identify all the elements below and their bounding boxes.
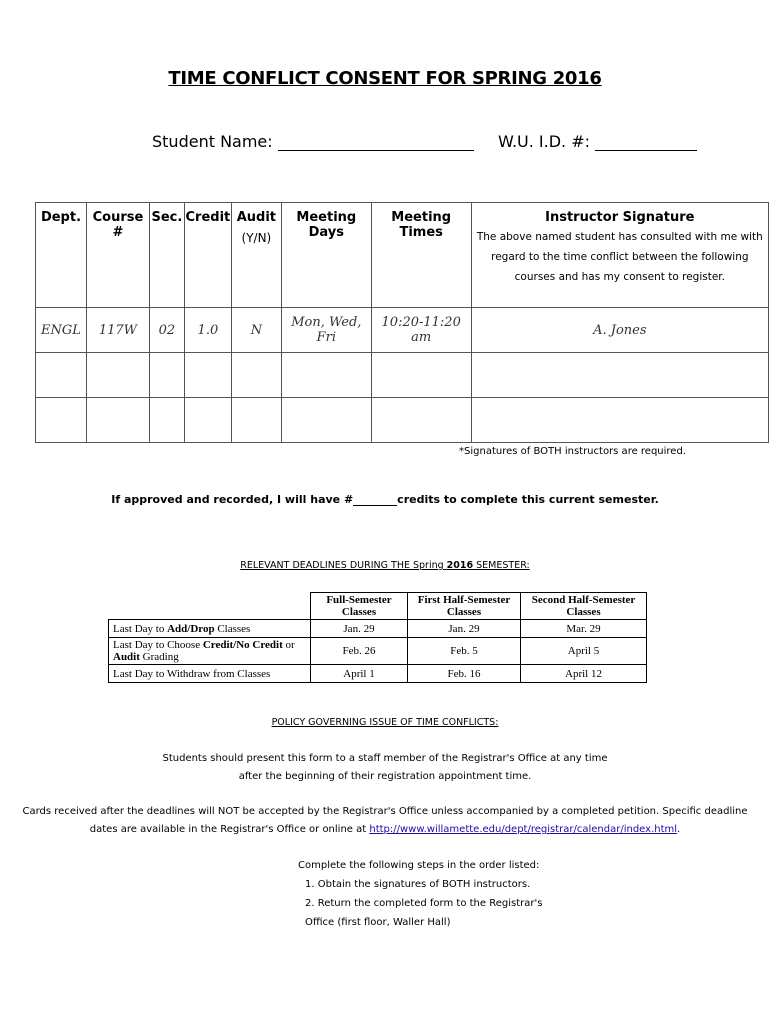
cell-first: Feb. 16	[408, 665, 521, 683]
header-dept: Dept.	[36, 203, 87, 308]
student-id-label: W.U. I.D. #:	[497, 132, 590, 151]
cell-instructor-signature[interactable]	[471, 353, 768, 398]
cell-first: Jan. 29	[408, 620, 521, 638]
cell-second: April 12	[521, 665, 647, 683]
cell-meeting-days[interactable]	[281, 398, 371, 443]
label-part: Last Day to Choose	[113, 639, 203, 651]
policy-p1-line1: Students should present this form to a staff member of the Registrar's Office at any time	[162, 753, 608, 764]
signature-note: *Signatures of BOTH instructors are required.	[459, 446, 686, 457]
cell-sec[interactable]	[149, 398, 184, 443]
label-part: Grading	[139, 651, 179, 663]
steps-intro: Complete the following steps in the order listed:	[298, 860, 540, 871]
cell-sec[interactable]	[149, 353, 184, 398]
table-row	[36, 353, 769, 398]
registrar-calendar-link[interactable]: http://www.willamette.edu/dept/registrar/calendar/index.html	[369, 824, 678, 835]
policy-p2-line2	[0, 821, 770, 839]
steps-block	[0, 856, 770, 932]
header-signature-label: Instructor Signature	[545, 210, 695, 225]
deadlines-heading-post: SEMESTER:	[473, 560, 530, 571]
policy-p2-line1: Cards received after the deadlines will NOT be accepted by the Registrar's Office unless accompanied by a completed petition. Specific deadline	[22, 806, 748, 817]
approval-line	[0, 493, 770, 506]
cell-full: Jan. 29	[311, 620, 408, 638]
header-meeting-times: Meeting Times	[371, 203, 471, 308]
row-label-withdraw: Last Day to Withdraw from Classes	[109, 665, 311, 683]
student-name-label: Student Name:	[152, 132, 273, 151]
table-row	[109, 638, 647, 665]
deadlines-heading	[0, 560, 770, 571]
table-row	[109, 620, 647, 638]
cell-full: April 1	[311, 665, 408, 683]
deadlines-corner	[109, 593, 311, 620]
label-part: or	[282, 639, 295, 651]
row-label-grading	[109, 638, 311, 665]
table-header-row	[36, 203, 769, 308]
label-part-bold: Audit	[113, 651, 140, 663]
deadlines-header-row	[109, 593, 647, 620]
cell-second: April 5	[521, 638, 647, 665]
deadlines-heading-pre: RELEVANT DEADLINES DURING THE Spring	[240, 560, 447, 571]
label-part-bold: Credit/No Credit	[202, 639, 283, 651]
cell-audit[interactable]	[231, 353, 281, 398]
row-label-add-drop	[109, 620, 311, 638]
consent-statement: The above named student has consulted with me with regard to the time conflict between the following courses and has my consent to register.	[476, 231, 763, 283]
table-row	[36, 398, 769, 443]
cell-credit[interactable]	[184, 398, 231, 443]
cell-full: Feb. 26	[311, 638, 408, 665]
deadlines-table	[108, 592, 647, 683]
cell-course[interactable]: 117W	[86, 308, 149, 353]
header-credit: Credit	[184, 203, 231, 308]
col-full-semester: Full-Semester Classes	[311, 593, 408, 620]
cell-meeting-days[interactable]: Mon, Wed, Fri	[281, 308, 371, 353]
student-id-field[interactable]	[595, 132, 697, 151]
cell-audit[interactable]	[231, 398, 281, 443]
label-part: Classes	[214, 622, 251, 635]
cell-audit[interactable]: N	[231, 308, 281, 353]
label-part-bold: Add/Drop	[167, 622, 215, 635]
policy-paragraph-2	[0, 803, 770, 839]
col-second-half: Second Half-Semester Classes	[521, 593, 647, 620]
student-name-field[interactable]	[278, 132, 474, 151]
credits-field[interactable]	[353, 493, 397, 506]
page-title: TIME CONFLICT CONSENT FOR SPRING 2016	[168, 68, 602, 89]
header-course: Course #	[86, 203, 149, 308]
deadlines-heading-year: 2016	[446, 560, 474, 571]
cell-course[interactable]	[86, 398, 149, 443]
cell-meeting-times[interactable]: 10:20-11:20 am	[371, 308, 471, 353]
header-instructor-signature	[471, 203, 768, 308]
cell-dept[interactable]	[36, 353, 87, 398]
cell-dept[interactable]: ENGL	[36, 308, 87, 353]
step-1: 1. Obtain the signatures of BOTH instructors.	[305, 879, 531, 890]
approval-text-before: If approved and recorded, I will have #	[111, 493, 354, 506]
label-part: Last Day to	[113, 622, 168, 635]
policy-p1-line2: after the beginning of their registration appointment time.	[238, 771, 532, 782]
cell-instructor-signature[interactable]	[471, 398, 768, 443]
cell-sec[interactable]: 02	[149, 308, 184, 353]
cell-credit[interactable]: 1.0	[184, 308, 231, 353]
step-2-line2: Office (first floor, Waller Hall)	[305, 917, 451, 928]
cell-credit[interactable]	[184, 353, 231, 398]
cell-meeting-times[interactable]	[371, 398, 471, 443]
table-row	[109, 665, 647, 683]
step-2-line1: 2. Return the completed form to the Registrar's	[305, 898, 543, 909]
header-sec: Sec.	[149, 203, 184, 308]
cell-instructor-signature[interactable]: A. Jones	[471, 308, 768, 353]
cell-second: Mar. 29	[521, 620, 647, 638]
cell-course[interactable]	[86, 353, 149, 398]
cell-first: Feb. 5	[408, 638, 521, 665]
policy-paragraph-1	[0, 750, 770, 786]
policy-p2-period: .	[677, 824, 681, 835]
col-first-half: First Half-Semester Classes	[408, 593, 521, 620]
cell-meeting-times[interactable]	[371, 353, 471, 398]
policy-p2-text: dates are available in the Registrar's Office or online at	[89, 824, 370, 835]
approval-text-after: credits to complete this current semester.	[397, 493, 659, 506]
course-consent-table	[35, 202, 769, 443]
header-audit-sub: (Y/N)	[241, 231, 272, 245]
header-audit	[231, 203, 281, 308]
table-row	[36, 308, 769, 353]
cell-meeting-days[interactable]	[281, 353, 371, 398]
policy-heading: POLICY GOVERNING ISSUE OF TIME CONFLICTS:	[271, 717, 499, 728]
cell-dept[interactable]	[36, 398, 87, 443]
header-meeting-days: Meeting Days	[281, 203, 371, 308]
header-audit-label: Audit	[236, 210, 277, 225]
student-info-line	[152, 132, 697, 151]
